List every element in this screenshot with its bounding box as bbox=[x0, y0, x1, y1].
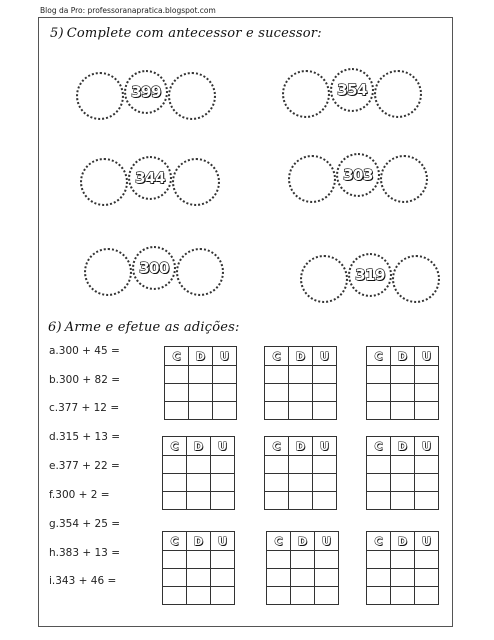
grid-cell[interactable] bbox=[367, 492, 391, 510]
given-number-bubble bbox=[330, 68, 374, 112]
grid-cell[interactable] bbox=[291, 569, 315, 587]
grid-cell[interactable] bbox=[211, 474, 235, 492]
number-group-5 bbox=[84, 238, 224, 306]
grid-cell[interactable] bbox=[391, 587, 415, 605]
grid-cell[interactable] bbox=[391, 474, 415, 492]
grid-cell[interactable] bbox=[291, 587, 315, 605]
units-header: U bbox=[211, 437, 235, 456]
grid-cell[interactable] bbox=[265, 384, 289, 402]
addition-exercise: h.383 + 13 = bbox=[49, 547, 121, 559]
number-group-3 bbox=[80, 148, 220, 216]
grid-cell[interactable] bbox=[367, 587, 391, 605]
predecessor-answer-bubble[interactable] bbox=[76, 72, 124, 120]
tens-header: D bbox=[391, 532, 415, 551]
grid-cell[interactable] bbox=[289, 366, 313, 384]
grid-cell[interactable] bbox=[189, 384, 213, 402]
grid-cell[interactable] bbox=[291, 551, 315, 569]
grid-cell[interactable] bbox=[187, 492, 211, 510]
grid-cell[interactable] bbox=[187, 569, 211, 587]
place-value-grid bbox=[164, 346, 237, 420]
grid-cell[interactable] bbox=[315, 569, 339, 587]
grid-cell[interactable] bbox=[313, 492, 337, 510]
grid-cell[interactable] bbox=[315, 587, 339, 605]
grid-cell[interactable] bbox=[187, 474, 211, 492]
hundreds-header: C bbox=[367, 347, 391, 366]
successor-answer-bubble[interactable] bbox=[176, 248, 224, 296]
grid-cell[interactable] bbox=[391, 366, 415, 384]
grid-cell[interactable] bbox=[313, 456, 337, 474]
tens-header: D bbox=[189, 347, 213, 366]
given-number-bubble bbox=[336, 153, 380, 197]
grid-cell[interactable] bbox=[267, 551, 291, 569]
grid-cell[interactable] bbox=[265, 492, 289, 510]
addition-exercise: b.300 + 82 = bbox=[49, 374, 121, 386]
given-number: 344 bbox=[135, 169, 165, 187]
grid-cell[interactable] bbox=[187, 456, 211, 474]
given-number-bubble bbox=[128, 156, 172, 200]
blog-header: Blog da Pro: professoranapratica.blogspot.com bbox=[40, 6, 216, 15]
grid-cell[interactable] bbox=[289, 492, 313, 510]
grid-cell[interactable] bbox=[313, 402, 337, 420]
tens-header: D bbox=[289, 347, 313, 366]
grid-cell[interactable] bbox=[415, 551, 439, 569]
addition-exercise: i.343 + 46 = bbox=[49, 575, 117, 587]
grid-cell[interactable] bbox=[367, 456, 391, 474]
grid-cell[interactable] bbox=[163, 492, 187, 510]
number-group-1 bbox=[76, 62, 216, 130]
grid-cell[interactable] bbox=[313, 384, 337, 402]
given-number-bubble bbox=[348, 253, 392, 297]
tens-header: D bbox=[187, 532, 211, 551]
hundreds-header: C bbox=[163, 437, 187, 456]
tens-header: D bbox=[291, 532, 315, 551]
section-5-title bbox=[50, 26, 322, 41]
grid-cell[interactable] bbox=[163, 456, 187, 474]
hundreds-header: C bbox=[165, 347, 189, 366]
addition-exercise: d.315 + 13 = bbox=[49, 431, 121, 443]
units-header: U bbox=[213, 347, 237, 366]
units-header: U bbox=[415, 532, 439, 551]
grid-cell[interactable] bbox=[163, 474, 187, 492]
units-header: U bbox=[415, 437, 439, 456]
grid-cell[interactable] bbox=[289, 474, 313, 492]
given-number: 354 bbox=[337, 81, 367, 99]
number-group-2 bbox=[282, 60, 422, 128]
grid-cell[interactable] bbox=[163, 587, 187, 605]
addition-exercise: g.354 + 25 = bbox=[49, 518, 121, 530]
grid-cell[interactable] bbox=[391, 456, 415, 474]
given-number: 319 bbox=[355, 266, 385, 284]
place-value-grid bbox=[264, 346, 337, 420]
section-6-title-text: Arme e efetue as adições: bbox=[64, 320, 240, 335]
grid-cell[interactable] bbox=[315, 551, 339, 569]
place-value-grid bbox=[162, 531, 235, 605]
addition-exercise: c.377 + 12 = bbox=[49, 402, 120, 414]
grid-cell[interactable] bbox=[163, 551, 187, 569]
grid-cell[interactable] bbox=[415, 587, 439, 605]
place-value-grid bbox=[366, 436, 439, 510]
grid-cell[interactable] bbox=[415, 366, 439, 384]
hundreds-header: C bbox=[367, 532, 391, 551]
place-value-grid bbox=[264, 436, 337, 510]
hundreds-header: C bbox=[265, 437, 289, 456]
grid-cell[interactable] bbox=[391, 384, 415, 402]
grid-cell[interactable] bbox=[313, 366, 337, 384]
grid-cell[interactable] bbox=[391, 551, 415, 569]
grid-cell[interactable] bbox=[289, 456, 313, 474]
grid-cell[interactable] bbox=[163, 569, 187, 587]
grid-cell[interactable] bbox=[265, 474, 289, 492]
tens-header: D bbox=[391, 437, 415, 456]
predecessor-answer-bubble[interactable] bbox=[80, 158, 128, 206]
grid-cell[interactable] bbox=[415, 384, 439, 402]
hundreds-header: C bbox=[265, 347, 289, 366]
grid-cell[interactable] bbox=[213, 366, 237, 384]
units-header: U bbox=[415, 347, 439, 366]
successor-answer-bubble[interactable] bbox=[380, 155, 428, 203]
grid-cell[interactable] bbox=[189, 402, 213, 420]
addition-exercise: a.300 + 45 = bbox=[49, 345, 120, 357]
tens-header: D bbox=[187, 437, 211, 456]
grid-cell[interactable] bbox=[267, 587, 291, 605]
place-value-grid bbox=[366, 531, 439, 605]
grid-cell[interactable] bbox=[211, 492, 235, 510]
number-group-4 bbox=[288, 145, 428, 213]
predecessor-answer-bubble[interactable] bbox=[288, 155, 336, 203]
grid-cell[interactable] bbox=[213, 384, 237, 402]
successor-answer-bubble[interactable] bbox=[392, 255, 440, 303]
grid-cell[interactable] bbox=[367, 569, 391, 587]
grid-cell[interactable] bbox=[391, 402, 415, 420]
grid-cell[interactable] bbox=[289, 384, 313, 402]
predecessor-answer-bubble[interactable] bbox=[300, 255, 348, 303]
grid-cell[interactable] bbox=[267, 569, 291, 587]
units-header: U bbox=[211, 532, 235, 551]
section-6-title bbox=[48, 320, 240, 335]
grid-cell[interactable] bbox=[211, 456, 235, 474]
units-header: U bbox=[315, 532, 339, 551]
grid-cell[interactable] bbox=[415, 456, 439, 474]
section-5-title-text: Complete com antecessor e sucessor: bbox=[66, 26, 322, 41]
hundreds-header: C bbox=[163, 532, 187, 551]
grid-cell[interactable] bbox=[187, 587, 211, 605]
section-5-number: 5) bbox=[50, 26, 64, 41]
grid-cell[interactable] bbox=[367, 366, 391, 384]
grid-cell[interactable] bbox=[189, 366, 213, 384]
grid-cell[interactable] bbox=[391, 492, 415, 510]
grid-cell[interactable] bbox=[165, 402, 189, 420]
section-6-number: 6) bbox=[48, 320, 62, 335]
grid-cell[interactable] bbox=[415, 492, 439, 510]
given-number: 303 bbox=[343, 166, 373, 184]
tens-header: D bbox=[391, 347, 415, 366]
grid-cell[interactable] bbox=[187, 551, 211, 569]
grid-cell[interactable] bbox=[367, 551, 391, 569]
grid-cell[interactable] bbox=[391, 569, 415, 587]
units-header: U bbox=[313, 347, 337, 366]
hundreds-header: C bbox=[267, 532, 291, 551]
place-value-grid bbox=[366, 346, 439, 420]
place-value-grid bbox=[266, 531, 339, 605]
grid-cell[interactable] bbox=[265, 366, 289, 384]
hundreds-header: C bbox=[367, 437, 391, 456]
number-group-6 bbox=[300, 245, 440, 313]
given-number: 300 bbox=[139, 259, 169, 277]
predecessor-answer-bubble[interactable] bbox=[84, 248, 132, 296]
grid-cell[interactable] bbox=[211, 587, 235, 605]
grid-cell[interactable] bbox=[415, 569, 439, 587]
given-number-bubble bbox=[132, 246, 176, 290]
place-value-grid bbox=[162, 436, 235, 510]
successor-answer-bubble[interactable] bbox=[168, 72, 216, 120]
grid-cell[interactable] bbox=[213, 402, 237, 420]
grid-cell[interactable] bbox=[367, 402, 391, 420]
grid-cell[interactable] bbox=[265, 402, 289, 420]
grid-cell[interactable] bbox=[211, 551, 235, 569]
grid-cell[interactable] bbox=[289, 402, 313, 420]
given-number-bubble bbox=[124, 70, 168, 114]
grid-cell[interactable] bbox=[265, 456, 289, 474]
grid-cell[interactable] bbox=[415, 402, 439, 420]
given-number: 399 bbox=[131, 83, 161, 101]
addition-exercise: e.377 + 22 = bbox=[49, 460, 120, 472]
grid-cell[interactable] bbox=[165, 384, 189, 402]
grid-cell[interactable] bbox=[211, 569, 235, 587]
grid-cell[interactable] bbox=[367, 474, 391, 492]
predecessor-answer-bubble[interactable] bbox=[282, 70, 330, 118]
successor-answer-bubble[interactable] bbox=[374, 70, 422, 118]
grid-cell[interactable] bbox=[367, 384, 391, 402]
grid-cell[interactable] bbox=[313, 474, 337, 492]
tens-header: D bbox=[289, 437, 313, 456]
grid-cell[interactable] bbox=[165, 366, 189, 384]
successor-answer-bubble[interactable] bbox=[172, 158, 220, 206]
grid-cell[interactable] bbox=[415, 474, 439, 492]
addition-exercise: f.300 + 2 = bbox=[49, 489, 110, 501]
units-header: U bbox=[313, 437, 337, 456]
